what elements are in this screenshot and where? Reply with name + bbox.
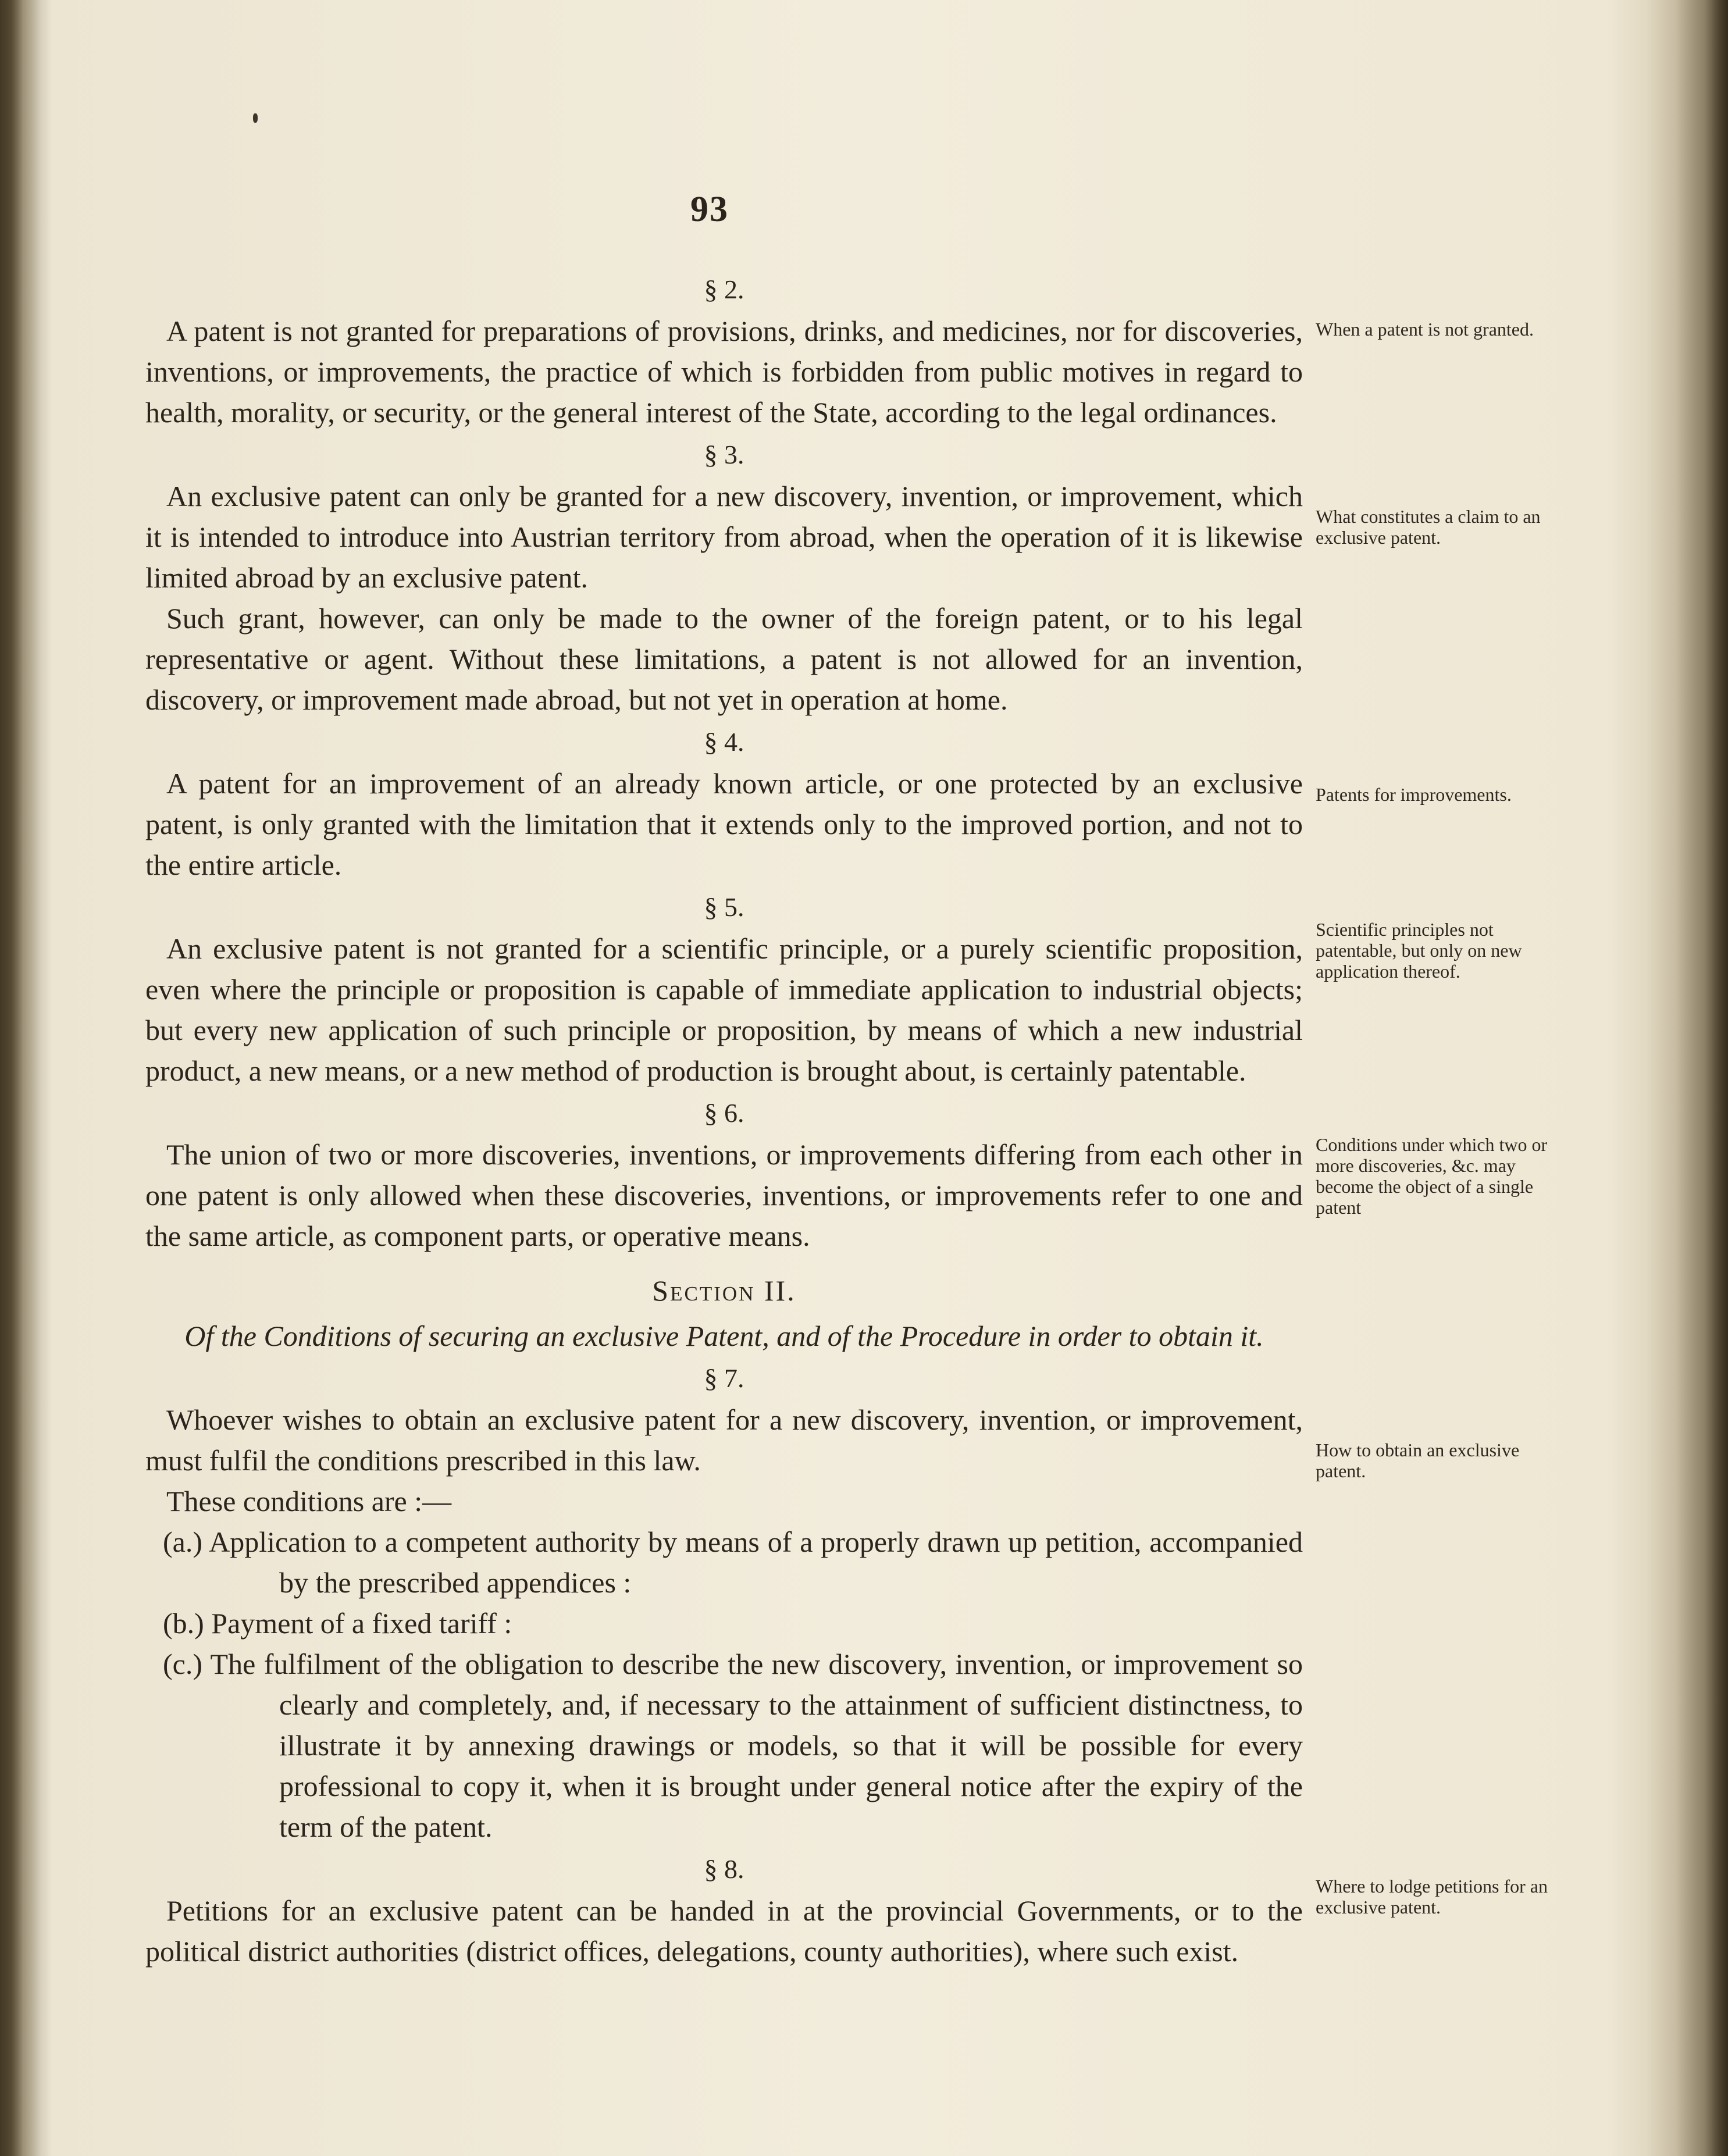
section-mark-5: § 5. (704, 892, 744, 922)
page-edge-shadow (1647, 0, 1728, 2156)
section-mark-2: § 2. (704, 275, 744, 304)
paragraph: These conditions are :— (166, 1485, 452, 1517)
paragraph: An exclusive patent is not granted for a scientific principle, or a purely scientific proposition, even where the principle or proposition is capable of immediate application to industrial objects; but every new application of such principle or proposition, by means of which a new industrial product, a new means, or a new method of production is brought about, is certainly patentable. (145, 932, 1303, 1087)
gutter-shadow (0, 0, 52, 2156)
section-heading: Section II. (652, 1274, 796, 1307)
page-number: 93 (690, 190, 729, 229)
main-text (145, 268, 1303, 1972)
section-mark-4: § 4. (704, 727, 744, 757)
margin-note-s2: When a patent is not granted. (1316, 319, 1534, 340)
margin-note-s7: How to obtain an exclusive patent. (1316, 1439, 1520, 1481)
margin-note-s6: Conditions under which two or more discoveries, &c. may become the object of a single patent (1316, 1134, 1548, 1218)
condition-item-c: (c.) The fulfilment of the obligation to describe the new discovery, invention, or improvement so clearly and completely, and, if necessary to the attainment of sufficient distinctness, to illustrate it by annexing drawings or models, so that it will be possible for every professional to copy it, when it is brought under general notice after the expiry of the term of the patent. (163, 1648, 1303, 1843)
paragraph: An exclusive patent can only be granted for a new discovery, invention, or improvement, which it is intended to introduce into Austrian territory from abroad, when the operation of it is likewise limited abroad by an exclusive patent. (145, 480, 1303, 594)
section-mark-8: § 8. (704, 1854, 744, 1884)
section-mark-6: § 6. (704, 1098, 744, 1128)
margin-note-s8: Where to lodge petitions for an exclusive patent. (1316, 1876, 1548, 1918)
condition-item-a: (a.) Application to a competent authority by means of a properly drawn up petition, accompanied by the prescribed appendices : (163, 1526, 1303, 1599)
paragraph: A patent is not granted for preparations of provisions, drinks, and medicines, nor for discoveries, inventions, or improvements, the practice of which is forbidden from public motives in regard to health, morality, or security, or the general interest of the State, according to the legal ordinances. (145, 315, 1303, 429)
paragraph: Such grant, however, can only be made to the owner of the foreign patent, or to his legal representative or agent. Without these limitations, a patent is not allowed for an invention, discovery, or improvement made abroad, but not yet in operation at home. (145, 602, 1303, 716)
paragraph: A patent for an improvement of an already known article, or one protected by an exclusive patent, is only granted with the limitation that it extends only to the improved portion, and not to the entire article. (145, 767, 1303, 881)
margin-note-s3: What constitutes a claim to an exclusive patent. (1316, 506, 1541, 548)
paragraph: The union of two or more discoveries, inventions, or improvements differing from each other in one patent is only allowed when these discoveries, inventions, or improvements refer to one and the same article, as component parts, or operative means. (145, 1138, 1303, 1252)
condition-item-b: (b.) Payment of a fixed tariff : (163, 1607, 512, 1640)
section-subtitle: Of the Conditions of securing an exclusive Patent, and of the Procedure in order to obtain it. (184, 1320, 1264, 1352)
margin-note-s4: Patents for improvements. (1316, 784, 1512, 805)
paragraph: Petitions for an exclusive patent can be handed in at the provincial Governments, or to the political district authorities (district offices, delegations, county authorities), where such exist. (145, 1894, 1303, 1968)
paragraph: Whoever wishes to obtain an exclusive patent for a new discovery, invention, or improvement, must fulfil the conditions prescribed in this law. (145, 1403, 1303, 1477)
margin-note-s5: Scientific principles not patentable, but only on new application thereof. (1316, 919, 1522, 982)
section-mark-7: § 7. (704, 1363, 744, 1393)
ink-speck (253, 113, 258, 123)
section-mark-3: § 3. (704, 440, 744, 469)
